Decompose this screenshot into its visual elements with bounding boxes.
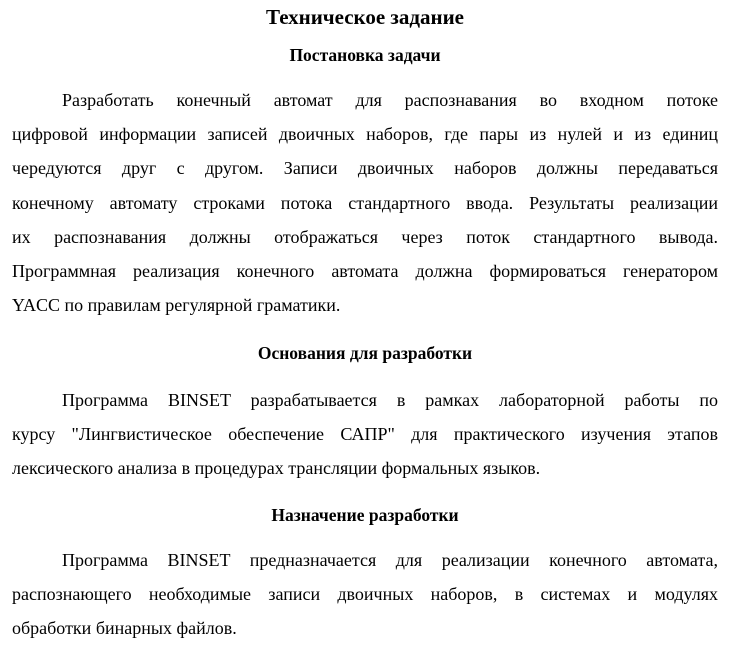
paragraph-line: Программная реализация конечного автомата должна формироваться генератором bbox=[12, 260, 718, 281]
document-title: Техническое задание bbox=[265, 5, 465, 29]
paragraph-line: обработки бинарных файлов. bbox=[12, 618, 237, 639]
paragraph-line: Программа BINSET предназначается для реализации конечного автомата, bbox=[62, 550, 718, 570]
paragraph-line: YACC по правилам регулярной граматики. bbox=[12, 295, 341, 316]
paragraph-line: курсу "Лингвистическое обеспечение САПР" для практического изучения этапов bbox=[12, 424, 718, 445]
paragraph-line: лексического анализа в процедурах трансляции формальных языков. bbox=[12, 458, 541, 479]
paragraph-line: Разработать конечный автомат для распознавания во входном потоке bbox=[62, 90, 718, 110]
paragraph-line: Программа BINSET разрабатывается в рамках лабораторной работы по bbox=[62, 390, 718, 410]
paragraph-line: распознающего необходимые записи двоичных наборов, в системах и модулях bbox=[12, 584, 718, 605]
section-paragraph-basis bbox=[12, 383, 718, 486]
paragraph-line: чередуются друг с другом. Записи двоичных наборов должны передаваться bbox=[12, 158, 718, 179]
section-paragraph-task bbox=[12, 83, 718, 322]
paragraph-line: их распознавания должны отображаться через поток стандартного вывода. bbox=[12, 226, 718, 247]
section-paragraph-purpose bbox=[12, 543, 718, 646]
paragraph-line: конечному автомату строками потока стандартного ввода. Результаты реализации bbox=[12, 192, 718, 213]
section-heading-basis: Основания для разработки bbox=[257, 343, 473, 363]
paragraph-line: цифровой информации записей двоичных наборов, где пары из нулей и из единиц bbox=[12, 124, 718, 145]
section-heading-task: Постановка задачи bbox=[289, 45, 441, 65]
section-heading-purpose: Назначение разработки bbox=[271, 505, 459, 525]
